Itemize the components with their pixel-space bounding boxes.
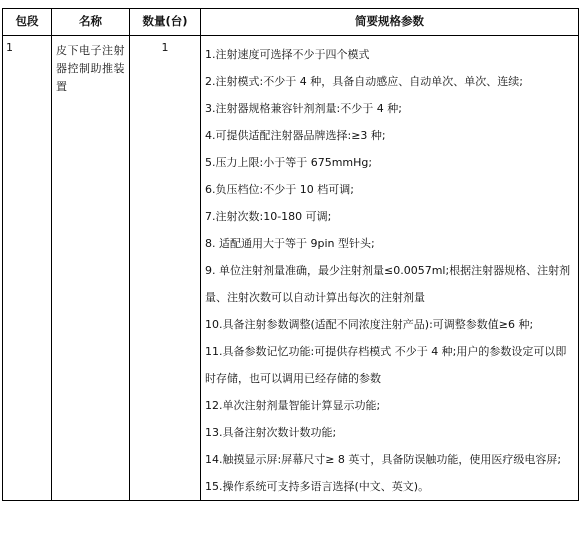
spec-item: 12.单次注射剂量智能计算显示功能; [205, 399, 381, 412]
spec-item: 7.注射次数:10-180 可调; [205, 210, 332, 223]
spec-item: 15.操作系统可支持多语言选择(中文、英文)。 [205, 480, 430, 493]
spec-item: 6.负压档位:不少于 10 档可调; [205, 183, 354, 196]
cell-spec [201, 36, 579, 501]
spec-item: 14.触摸显示屏:屏幕尺寸≥ 8 英寸，具备防误触功能，使用医疗级电容屏; [205, 453, 562, 466]
header-name: 名称 [52, 9, 130, 36]
spec-item: 9. 单位注射剂量准确，最少注射剂量≤0.0057ml;根据注射器规格、注射剂量、注射次数可以自动计算出每次的注射剂量 [205, 264, 571, 304]
spec-item: 11.具备参数记忆功能:可提供存档模式 不少于 4 种;用户的参数设定可以即时存储，也可以调用已经存储的参数 [205, 345, 567, 385]
spec-item: 10.具备注射参数调整(适配不同浓度注射产品):可调整参数值≥6 种; [205, 318, 534, 331]
spec-item: 8. 适配通用大于等于 9pin 型针头; [205, 237, 375, 250]
header-package: 包段 [3, 9, 52, 36]
table-header-row [3, 9, 579, 36]
header-qty: 数量(台) [130, 9, 201, 36]
cell-qty: 1 [130, 36, 201, 501]
spec-table [2, 8, 579, 501]
header-spec: 简要规格参数 [201, 9, 579, 36]
spec-item: 3.注射器规格兼容针剂剂量:不少于 4 种; [205, 102, 402, 115]
cell-name: 皮下电子注射器控制助推装置 [52, 36, 130, 501]
spec-item: 5.压力上限:小于等于 675mmHg; [205, 156, 373, 169]
spec-item: 4.可提供适配注射器品牌选择:≥3 种; [205, 129, 386, 142]
table-row [3, 36, 579, 501]
spec-item: 2.注射模式:不少于 4 种，具备自动感应、自动单次、单次、连续; [205, 75, 523, 88]
spec-item: 13.具备注射次数计数功能; [205, 426, 337, 439]
spec-item: 1.注射速度可选择不少于四个模式 [205, 48, 370, 61]
cell-package: 1 [3, 36, 52, 501]
